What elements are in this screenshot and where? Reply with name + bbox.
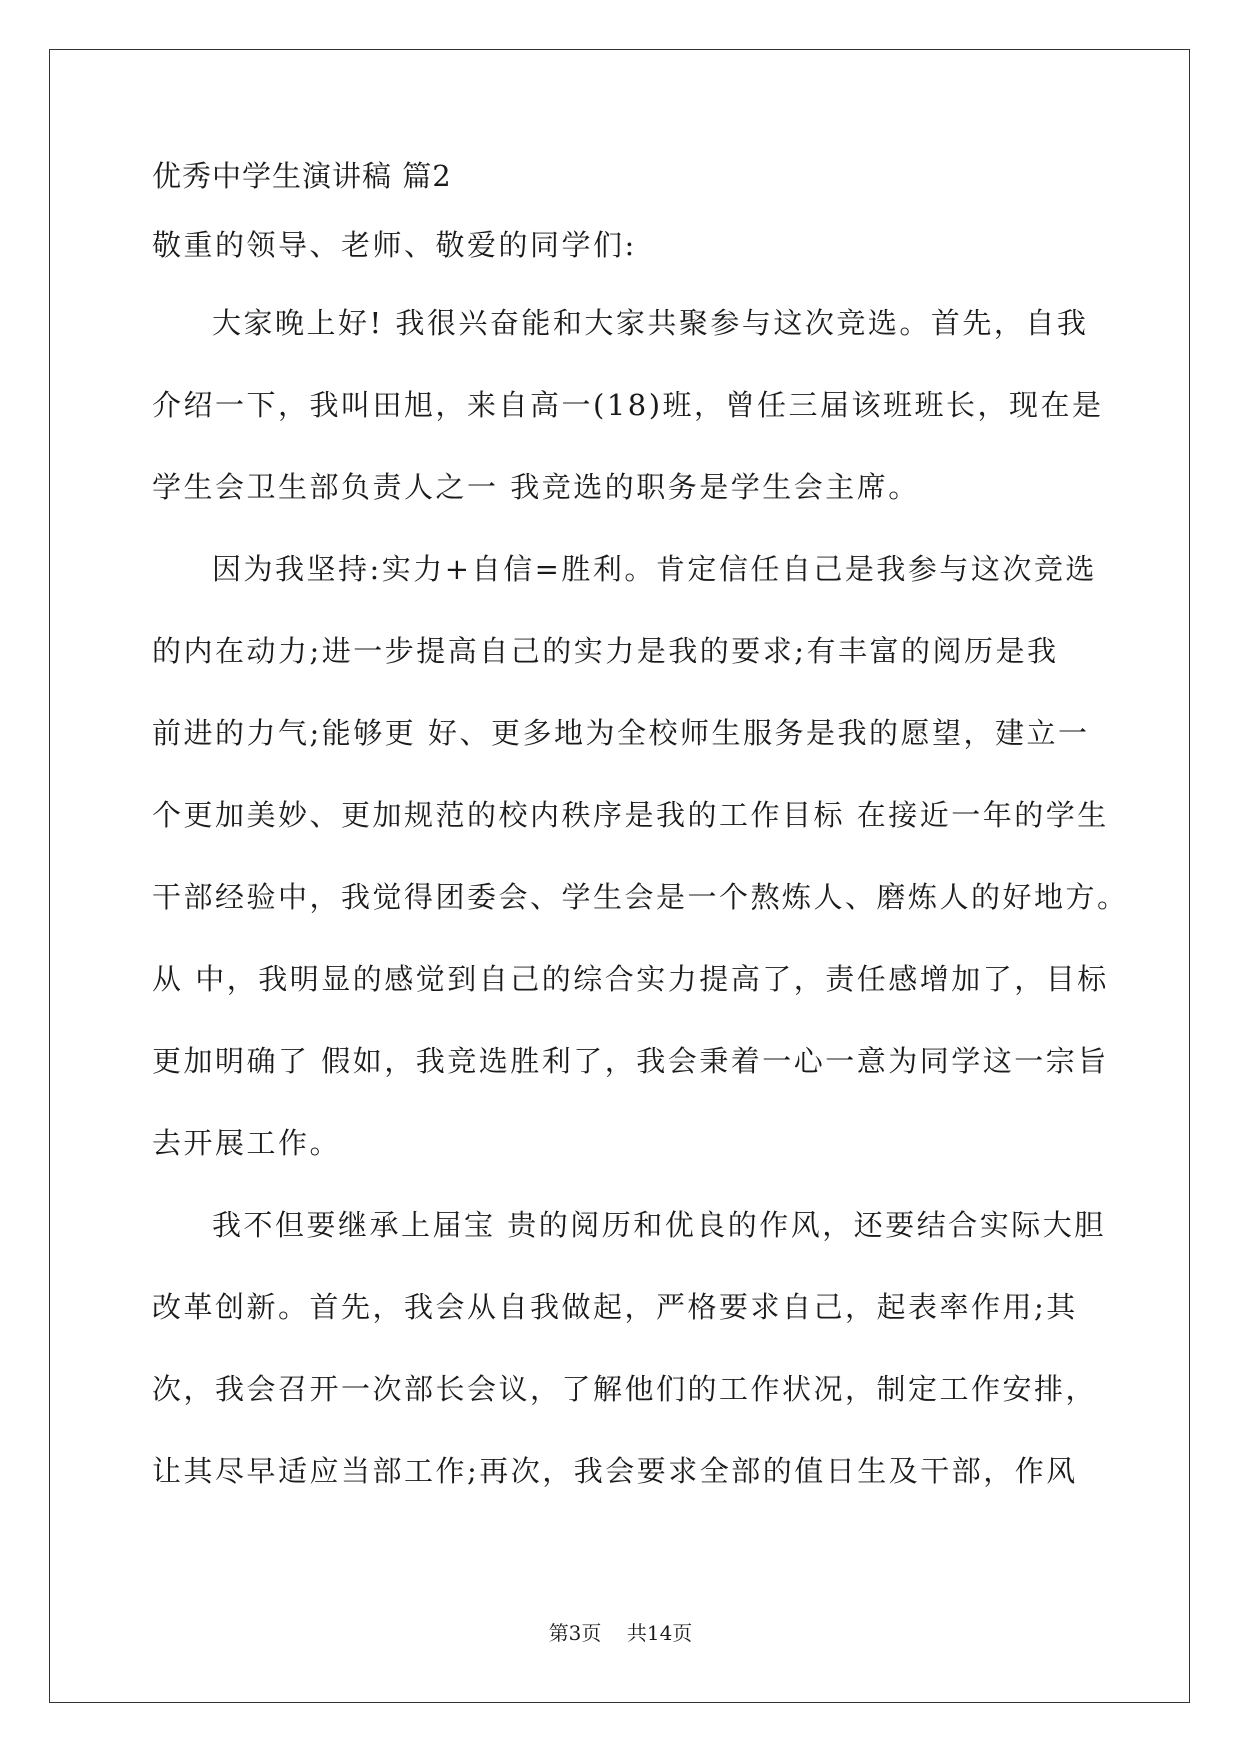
paragraph-line: 干部经验中，我觉得团委会、学生会是一个熬炼人、磨炼人的好地方。 — [152, 880, 1129, 914]
paragraph-line: 我不但要继承上届宝 贵的阅历和优良的作风，还要结合实际大胆 — [212, 1208, 1106, 1242]
paragraph-line: 前进的力气;能够更 好、更多地为全校师生服务是我的愿望，建立一 — [152, 716, 1090, 750]
paragraph-line: 从 中，我明显的感觉到自己的综合实力提高了，责任感增加了，目标 — [152, 962, 1109, 996]
paragraph-line: 次，我会召开一次部长会议，了解他们的工作状况，制定工作安排， — [152, 1372, 1098, 1406]
document-body — [152, 159, 1129, 1537]
paragraph-line: 介绍一下，我叫田旭，来自高一(18)班，曾任三届该班班长，现在是 — [152, 388, 1104, 422]
document-title: 优秀中学生演讲稿 篇2 — [152, 159, 452, 193]
salutation: 敬重的领导、老师、敬爱的同学们: — [152, 228, 637, 262]
paragraph-1 — [152, 306, 1104, 504]
paragraph-line: 去开展工作。 — [152, 1126, 342, 1160]
page-number: 第3页 — [548, 1621, 602, 1645]
paragraph-line: 的内在动力;进一步提高自己的实力是我的要求;有丰富的阅历是我 — [152, 634, 1059, 668]
paragraph-line: 改革创新。首先，我会从自我做起，严格要求自己，起表率作用;其 — [152, 1290, 1078, 1324]
paragraph-line: 更加明确了 假如，我竞选胜利了，我会秉着一心一意为同学这一宗旨 — [152, 1044, 1109, 1078]
page-footer — [0, 1621, 1241, 1645]
paragraph-2 — [152, 552, 1129, 1160]
page-total: 共14页 — [626, 1621, 693, 1645]
paragraph-line: 学生会卫生部负责人之一 我竞选的职务是学生会主席。 — [152, 470, 920, 504]
paragraph-line: 让其尽早适应当部工作;再次，我会要求全部的值日生及干部，作风 — [152, 1454, 1078, 1488]
paragraph-3 — [152, 1208, 1106, 1488]
paragraph-line: 个更加美妙、更加规范的校内秩序是我的工作目标 在接近一年的学生 — [152, 798, 1109, 832]
paragraph-line: 因为我坚持:实力+自信=胜利。肯定信任自己是我参与这次竞选 — [212, 552, 1097, 586]
paragraph-line: 大家晚上好! 我很兴奋能和大家共聚参与这次竞选。首先，自我 — [212, 306, 1089, 340]
